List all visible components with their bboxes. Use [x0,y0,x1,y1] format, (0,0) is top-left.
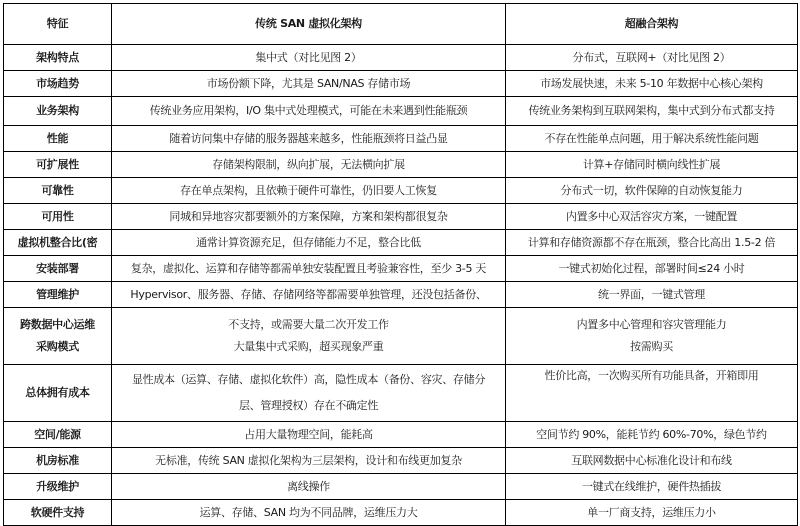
hci-cell: 分布式，互联网+（对比见图 2） [506,45,798,71]
hci-cell: 计算+存储同时横向线性扩展 [506,152,798,178]
hci-cross-dc-ops: 内置多中心管理和容灾管理能力 [576,317,727,331]
traditional-cell: 通常计算资源充足，但存储能力不足，整合比低 [112,230,506,256]
feature-cell: 可扩展性 [4,152,112,178]
traditional-cross-dc-ops: 不支持，或需要大量二次开发工作 [228,317,389,331]
traditional-cell: 离线操作 [112,474,506,500]
table-row [4,448,798,474]
table-row [4,500,798,526]
feature-cell [4,308,112,365]
hci-cell: 互联网数据中心标准化设计和布线 [506,448,798,474]
feature-procurement: 采购模式 [36,340,79,354]
hci-procurement: 按需购买 [630,340,673,354]
feature-cell: 安装部署 [4,256,112,282]
header-row [4,4,798,45]
header-hyperconverged: 超融合架构 [506,4,798,45]
table-row [4,256,798,282]
feature-cell: 市场趋势 [4,71,112,97]
table-row [4,178,798,204]
hci-cell: 一键式初始化过程，部署时间≤24 小时 [506,256,798,282]
hci-cell: 统一界面，一键式管理 [506,282,798,308]
merged-table-row [4,308,798,365]
hci-cell: 不存在性能单点问题，用于解决系统性能问题 [506,126,798,152]
feature-cell: 架构特点 [4,45,112,71]
hci-cell: 一键式在线维护，硬件热插拔 [506,474,798,500]
feature-cell: 空间/能源 [4,422,112,448]
table-row [4,282,798,308]
hci-cell: 传统业务架构到互联网架构，集中式到分布式都支持 [506,97,798,126]
traditional-cell: 传统业务应用架构，I/O 集中式处理模式，可能在未来遇到性能瓶颈 [112,97,506,126]
traditional-cell: 同城和异地容灾都要额外的方案保障，方案和架构都很复杂 [112,204,506,230]
header-traditional-san: 传统 SAN 虚拟化架构 [112,4,506,45]
table-row [4,152,798,178]
hci-cell: 空间节约 90%，能耗节约 60%-70%，绿色节约 [506,422,798,448]
feature-cell: 管理维护 [4,282,112,308]
traditional-cell: 无标准，传统 SAN 虚拟化架构为三层架构，设计和布线更加复杂 [112,448,506,474]
hci-cell: 内置多中心双活容灾方案，一键配置 [506,204,798,230]
feature-cross-dc-ops: 跨数据中心运维 [20,317,95,331]
traditional-cell: 占用大量物理空间，能耗高 [112,422,506,448]
table-row [4,422,798,448]
feature-cell: 可靠性 [4,178,112,204]
hci-cell [506,308,798,365]
hci-cell: 性价比高，一次购买所有功能具备，开箱即用 [506,365,798,422]
table-row [4,126,798,152]
hci-cell: 单一厂商支持，运维压力小 [506,500,798,526]
traditional-cell: 集中式（对比见图 2） [112,45,506,71]
traditional-cell: 市场份额下降，尤其是 SAN/NAS 存储市场 [112,71,506,97]
hci-cell: 市场发展快速，未来 5-10 年数据中心核心架构 [506,71,798,97]
feature-cell: 可用性 [4,204,112,230]
traditional-cell: 存储架构限制，纵向扩展，无法横向扩展 [112,152,506,178]
table-row [4,45,798,71]
comparison-table [3,3,798,526]
table-row [4,71,798,97]
traditional-procurement: 大量集中式采购，超买现象严重 [233,340,384,354]
feature-cell: 软硬件支持 [4,500,112,526]
feature-cell: 业务架构 [4,97,112,126]
feature-cell: 机房标准 [4,448,112,474]
hci-cell: 分布式一切，软件保障的自动恢复能力 [506,178,798,204]
traditional-cell: 运算、存储、SAN 均为不同品牌，运维压力大 [112,500,506,526]
traditional-cell: 随着访问集中存储的服务器越来越多，性能瓶颈将日益凸显 [112,126,506,152]
traditional-cell [112,308,506,365]
table-row [4,365,798,422]
traditional-cell: 存在单点架构，且依赖于硬件可靠性，仍旧要人工恢复 [112,178,506,204]
feature-cell: 总体拥有成本 [4,365,112,422]
table-row [4,204,798,230]
traditional-tco-line1: 显性成本（运算、存储、虚拟化软件）高，隐性成本（备份、容灾、存储分 [131,373,486,386]
traditional-cell: 复杂，虚拟化、运算和存储等都需单独安装配置且考验兼容性，至少 3-5 天 [112,256,506,282]
hci-cell: 计算和存储资源都不存在瓶颈，整合比高出 1.5-2 倍 [506,230,798,256]
header-feature: 特征 [4,4,112,45]
table-row [4,474,798,500]
feature-cell: 升级维护 [4,474,112,500]
traditional-cell [112,365,506,422]
table-row [4,230,798,256]
traditional-tco-line2: 层、管理授权）存在不确定性 [238,399,379,412]
feature-cell: 性能 [4,126,112,152]
feature-cell: 虚拟机整合比(密 [4,230,112,256]
traditional-cell: Hypervisor、服务器、存储、存储网络等都需要单独管理，还没包括备份、 [112,282,506,308]
table-row [4,97,798,126]
